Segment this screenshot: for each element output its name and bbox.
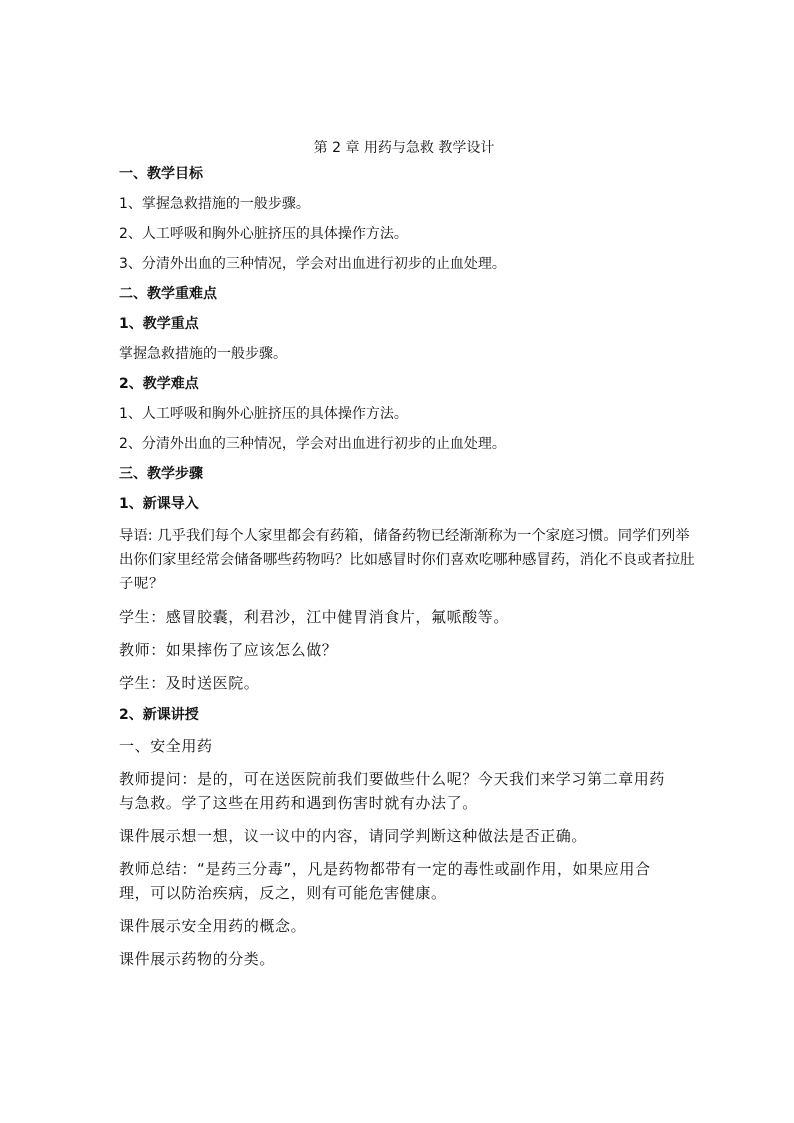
intro-line: 出你们家里经常会储备哪些药物吗？比如感冒时你们喜欢吃哪种感冒药，消化不良或者拉肚 — [119, 552, 695, 568]
subheading-lecture: 2、新课讲授 — [119, 707, 199, 723]
courseware-item: 课件展示想一想，议一议中的内容，请同学判断这种做法是否正确。 — [119, 827, 588, 845]
paragraph-line: 理，可以防治疾病，反之，则有可能危害健康。 — [119, 884, 447, 902]
document-body — [119, 163, 695, 971]
intro-line: 子呢？ — [119, 576, 164, 592]
paragraph-line: 教师总结：“是药三分毒”，凡是药物都带有一定的毒性或副作用，如果应用合 — [119, 860, 651, 878]
subheading-intro: 1、新课导入 — [119, 496, 199, 512]
student-answer: 学生：及时送医院。 — [119, 674, 260, 692]
intro-line: 导语: 几乎我们每个人家里都会有药箱，储备药物已经渐渐称为一个家庭习惯。同学们列举 — [119, 528, 690, 544]
paragraph-line: 教师提问：是的，可在送医院前我们要做些什么呢？今天我们来学习第二章用药 — [119, 770, 666, 788]
subheading-difficulty: 2、教学难点 — [119, 376, 199, 392]
section-heading-key-points: 二、教学重难点 — [119, 286, 217, 302]
focus-text: 掌握急救措施的一般步骤。 — [119, 346, 287, 362]
part-heading-safe-medication: 一、安全用药 — [119, 737, 213, 755]
teacher-question-paragraph — [119, 767, 679, 815]
difficulty-item: 1、人工呼吸和胸外心脏挤压的具体操作方法。 — [119, 406, 408, 422]
paragraph-line: 与急救。学了这些在用药和遇到伤害时就有办法了。 — [119, 794, 478, 812]
objective-item: 2、人工呼吸和胸外心脏挤压的具体操作方法。 — [119, 226, 408, 242]
courseware-item: 课件展示药物的分类。 — [119, 950, 276, 968]
student-answer: 学生：感冒胶囊，利君沙，江中健胃消食片，氟哌酸等。 — [119, 608, 510, 626]
objective-item: 1、掌握急救措施的一般步骤。 — [119, 196, 310, 212]
difficulty-item: 2、分清外出血的三种情况，学会对出血进行初步的止血处理。 — [119, 436, 506, 452]
section-heading-objectives: 一、教学目标 — [119, 166, 203, 182]
section-heading-steps: 三、教学步骤 — [119, 466, 203, 482]
teacher-summary-paragraph — [119, 857, 679, 905]
teacher-question: 教师：如果摔伤了应该怎么做？ — [119, 641, 338, 659]
courseware-item: 课件展示安全用药的概念。 — [119, 917, 307, 935]
intro-paragraph — [119, 524, 695, 596]
objective-item: 3、分清外出血的三种情况，学会对出血进行初步的止血处理。 — [119, 256, 506, 272]
document-title: 第 2 章 用药与急救 教学设计 — [313, 140, 495, 156]
subheading-focus: 1、教学重点 — [119, 316, 199, 332]
